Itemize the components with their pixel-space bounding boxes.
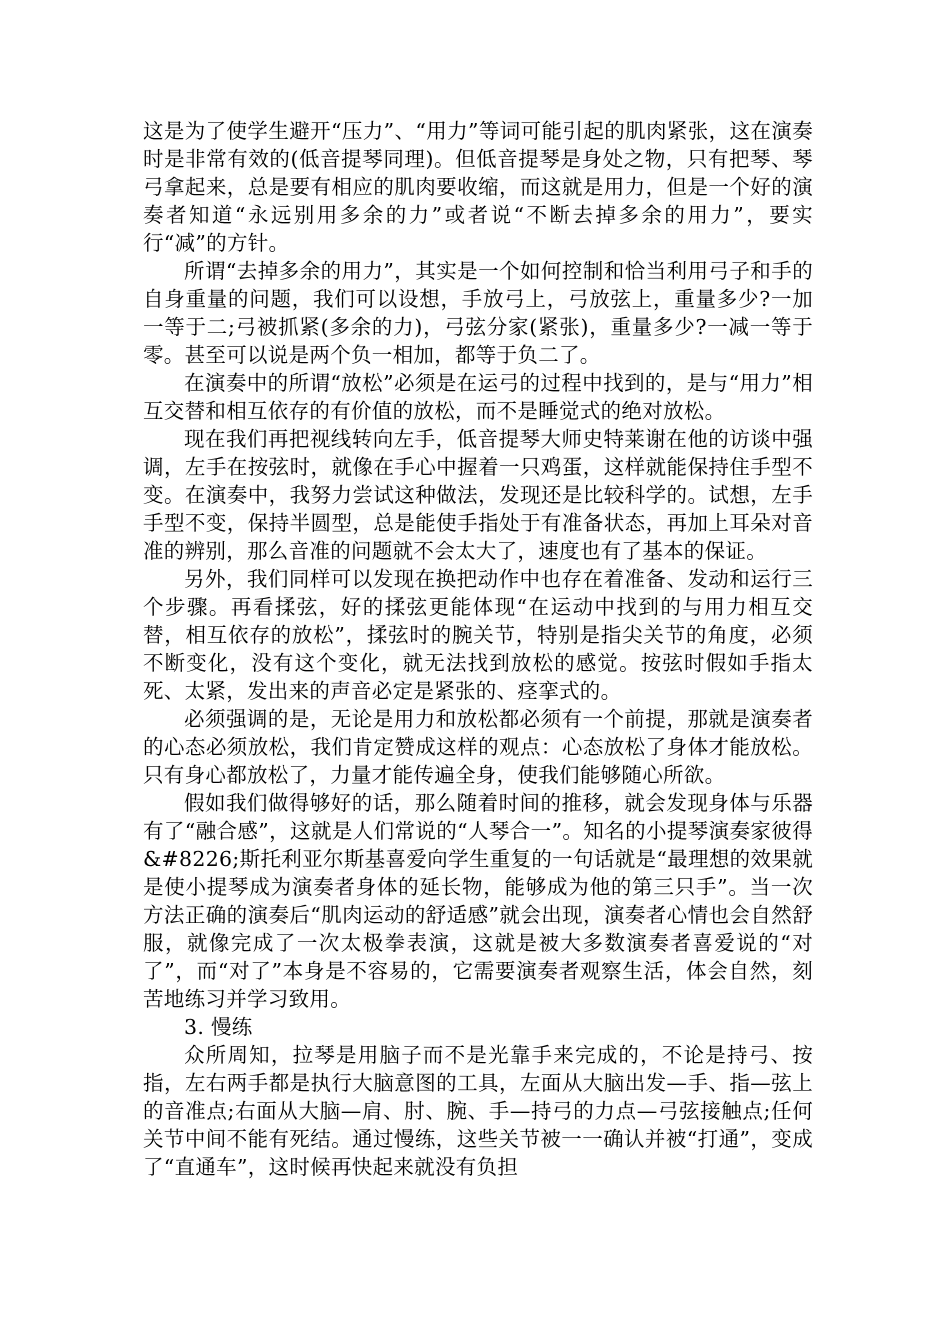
paragraph-7: 假如我们做得够好的话，那么随着时间的推移，就会发现身体与乐器有了“融合感”，这就是人们常说的“人琴合一”。知名的小提琴演奏家彼得&#8226;斯托利亚尔斯基喜爱向学生重复的一句话就是“最理想的效果就是使小提琴成为演奏者身体的延长物，能够成为他的第三只手”。当一次方法正确的演奏后“肌肉运动的舒适感”就会出现，演奏者心情也会自然舒服，就像完成了一次太极拳表演，这就是被大多数演奏者喜爱说的“对了”，而“对了”本身是不容易的，它需要演奏者观察生活，体会自然，刻苦地练习并学习致用。 [143,791,813,1011]
paragraph-8: 众所周知，拉琴是用脑子而不是光靠手来完成的，不论是持弓、按指，左右两手都是执行大脑意图的工具，左面从大脑出发—手、指—弦上的音准点;右面从大脑—肩、肘、腕、手—持弓的力点—弓弦接触点;任何关节中间不能有死结。通过慢练，这些关节被一一确认并被“打通”，变成了“直通车”，这时候再快起来就没有负担 [143,1043,813,1179]
paragraph-1: 这是为了使学生避开“压力”、“用力”等词可能引起的肌肉紧张，这在演奏时是非常有效的(低音提琴同理)。但低音提琴是身处之物，只有把琴、琴弓拿起来，总是要有相应的肌肉要收缩，而这就是用力，但是一个好的演奏者知道“永远别用多余的力”或者说“不断去掉多余的用力”，要实行“减”的方针。 [143,119,813,255]
paragraph-4: 现在我们再把视线转向左手，低音提琴大师史特莱谢在他的访谈中强调，左手在按弦时，就像在手心中握着一只鸡蛋，这样就能保持住手型不变。在演奏中，我努力尝试这种做法，发现还是比较科学的。试想，左手手型不变，保持半圆型，总是能使手指处于有准备状态，再加上耳朵对音准的辨别，那么音准的问题就不会太大了，速度也有了基本的保证。 [143,427,813,563]
paragraph-6: 必须强调的是，无论是用力和放松都必须有一个前提，那就是演奏者的心态必须放松，我们肯定赞成这样的观点：心态放松了身体才能放松。只有身心都放松了，力量才能传遍全身，使我们能够随心所欲。 [143,707,813,787]
paragraph-5: 另外，我们同样可以发现在换把动作中也存在着准备、发动和运行三个步骤。再看揉弦，好的揉弦更能体现“在运动中找到的与用力相互交替，相互依存的放松”，揉弦时的腕关节，特别是指尖关节的角度，必须不断变化，没有这个变化，就无法找到放松的感觉。按弦时假如手指太死、太紧，发出来的声音必定是紧张的、痉挛式的。 [143,567,813,703]
document-body [143,117,813,1181]
paragraph-3: 在演奏中的所谓“放松”必须是在运弓的过程中找到的，是与“用力”相互交替和相互依存的有价值的放松，而不是睡觉式的绝对放松。 [143,371,813,423]
paragraph-2: 所谓“去掉多余的用力”，其实是一个如何控制和恰当利用弓子和手的自身重量的问题，我们可以设想，手放弓上，弓放弦上，重量多少?一加一等于二;弓被抓紧(多余的力)，弓弦分家(紧张)，重量多少?一减一等于零。甚至可以说是两个负一相加，都等于负二了。 [143,259,813,367]
section-heading: 3. 慢练 [184,1015,253,1039]
